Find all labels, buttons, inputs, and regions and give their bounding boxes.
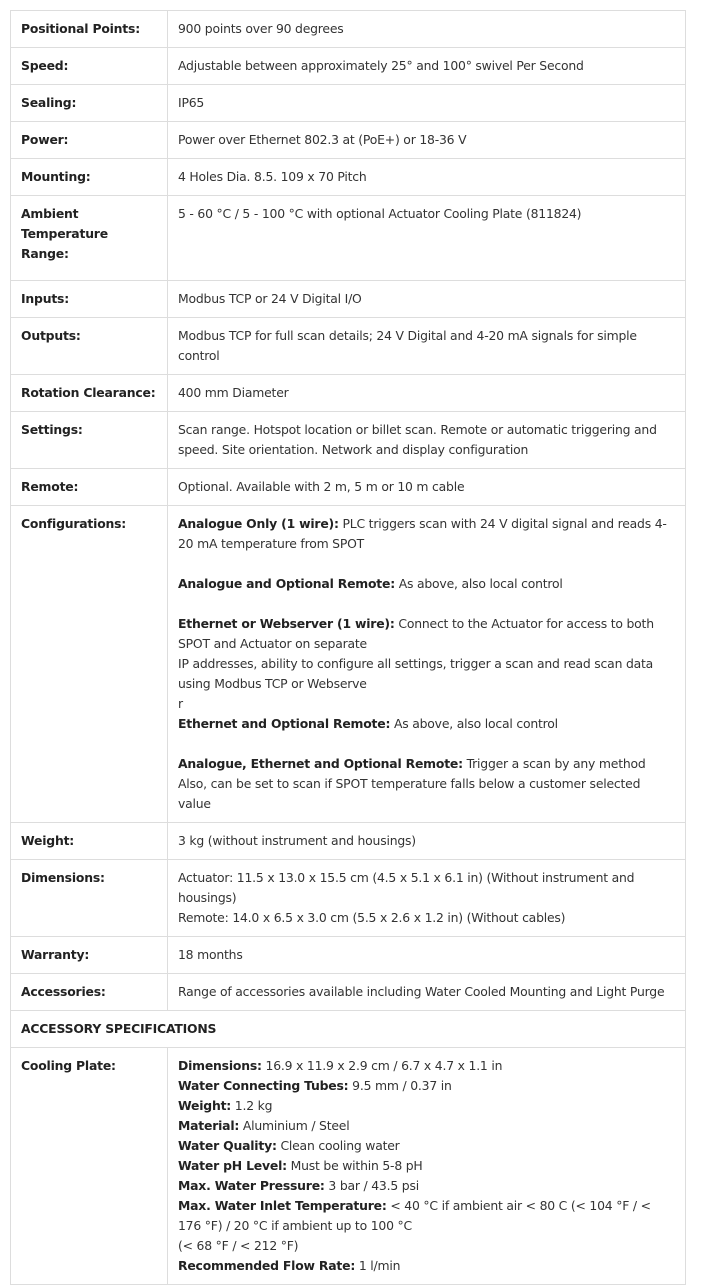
table-row: [11, 375, 686, 412]
accessory-value-extra: (< 68 °F / < 212 °F): [178, 1238, 299, 1253]
accessory-item: [178, 1156, 675, 1176]
accessory-key: Weight:: [178, 1098, 232, 1113]
table-row: [11, 860, 686, 937]
spec-label: Positional Points:: [11, 11, 168, 48]
spec-label: Sealing:: [11, 85, 168, 122]
table-row: [11, 823, 686, 860]
specifications-table: [10, 10, 686, 1285]
accessory-key: Max. Water Pressure:: [178, 1178, 325, 1193]
table-row: [11, 974, 686, 1011]
table-row: [11, 412, 686, 469]
accessory-item: [178, 1116, 675, 1136]
config-text: Connect to the Actuator for access to both SPOT and Actuator on separate: [178, 616, 654, 651]
table-row: [11, 85, 686, 122]
config-text: r: [178, 696, 183, 711]
config-title: Analogue and Optional Remote:: [178, 576, 395, 591]
accessory-value: < 40 °C if ambient air < 80 C (< 104 °F / < 176 °F) / 20 °C if ambient up to 100 °C: [178, 1198, 651, 1233]
accessory-key: Water Connecting Tubes:: [178, 1078, 349, 1093]
table-row: [11, 281, 686, 318]
accessory-value: 1 l/min: [355, 1258, 401, 1273]
config-item: [178, 614, 675, 714]
accessory-key: Water pH Level:: [178, 1158, 287, 1173]
table-row: [11, 469, 686, 506]
spec-value: Modbus TCP for full scan details; 24 V Digital and 4-20 mA signals for simple control: [168, 318, 686, 375]
accessory-item: [178, 1056, 675, 1076]
config-item: [178, 574, 675, 594]
config-item: [178, 754, 675, 814]
accessory-key: Water Quality:: [178, 1138, 277, 1153]
config-text: Trigger a scan by any method: [462, 756, 646, 771]
spec-value: Optional. Available with 2 m, 5 m or 10 m cable: [168, 469, 686, 506]
config-text: As above, also local control: [390, 716, 558, 731]
accessory-value: 9.5 mm / 0.37 in: [348, 1078, 452, 1093]
config-title: Ethernet or Webserver (1 wire):: [178, 616, 395, 631]
spec-label: Warranty:: [11, 937, 168, 974]
spec-value: [168, 860, 686, 937]
spec-value: 900 points over 90 degrees: [168, 11, 686, 48]
accessory-value: Must be within 5-8 pH: [286, 1158, 423, 1173]
table-row: [11, 122, 686, 159]
config-text: PLC triggers scan with 24 V digital signal and reads 4-20 mA temperature from SPOT: [178, 516, 667, 551]
accessory-item: [178, 1136, 675, 1156]
config-item: [178, 714, 675, 734]
accessory-item: [178, 1096, 675, 1116]
spec-label: Speed:: [11, 48, 168, 85]
spec-label: Outputs:: [11, 318, 168, 375]
config-item: [178, 514, 675, 554]
spec-value: Power over Ethernet 802.3 at (PoE+) or 18-36 V: [168, 122, 686, 159]
accessory-key: Max. Water Inlet Temperature:: [178, 1198, 387, 1213]
spec-label: Inputs:: [11, 281, 168, 318]
table-row-cooling-plate: [11, 1048, 686, 1285]
table-row-configurations: [11, 506, 686, 823]
accessory-item: [178, 1176, 675, 1196]
spec-label: Rotation Clearance:: [11, 375, 168, 412]
table-row: [11, 196, 686, 281]
accessory-key: Dimensions:: [178, 1058, 262, 1073]
config-title: Ethernet and Optional Remote:: [178, 716, 391, 731]
spec-label: Cooling Plate:: [11, 1048, 168, 1285]
spec-label: Weight:: [11, 823, 168, 860]
spec-value: Modbus TCP or 24 V Digital I/O: [168, 281, 686, 318]
table-row: [11, 318, 686, 375]
spec-value: 5 - 60 °C / 5 - 100 °C with optional Actuator Cooling Plate (811824): [168, 196, 686, 281]
config-text: IP addresses, ability to configure all settings, trigger a scan and read scan data using Modbus TCP or Webserve: [178, 656, 654, 691]
accessory-value: 3 bar / 43.5 psi: [324, 1178, 419, 1193]
config-text: Also, can be set to scan if SPOT temperature falls below a customer selected value: [178, 776, 641, 811]
spec-value: Range of accessories available including Water Cooled Mounting and Light Purge: [168, 974, 686, 1011]
spec-label: Settings:: [11, 412, 168, 469]
section-heading-row: [11, 1011, 686, 1048]
table-row: [11, 937, 686, 974]
accessory-item: [178, 1256, 675, 1276]
spec-label: Configurations:: [11, 506, 168, 823]
config-text: As above, also local control: [394, 576, 563, 591]
accessory-value: 1.2 kg: [231, 1098, 273, 1113]
table-row: [11, 11, 686, 48]
spec-label: Dimensions:: [11, 860, 168, 937]
spec-label: Remote:: [11, 469, 168, 506]
accessory-key: Recommended Flow Rate:: [178, 1258, 356, 1273]
table-row: [11, 48, 686, 85]
spec-label: Power:: [11, 122, 168, 159]
spec-label: Accessories:: [11, 974, 168, 1011]
spec-value: 4 Holes Dia. 8.5. 109 x 70 Pitch: [168, 159, 686, 196]
accessory-value: Clean cooling water: [276, 1138, 400, 1153]
spec-value: Scan range. Hotspot location or billet scan. Remote or automatic triggering and speed. Site orientation. Network and display configuration: [168, 412, 686, 469]
accessory-key: Material:: [178, 1118, 240, 1133]
accessory-item: [178, 1076, 675, 1096]
accessory-item: [178, 1196, 675, 1256]
table-row: [11, 159, 686, 196]
spec-label: Ambient Temperature Range:: [11, 196, 168, 281]
cooling-plate-value: [168, 1048, 686, 1285]
dimension-line: Actuator: 11.5 x 13.0 x 15.5 cm (4.5 x 5.1 x 6.1 in) (Without instrument and housings): [178, 870, 635, 905]
accessory-value: Aluminium / Steel: [239, 1118, 350, 1133]
configurations-value: [168, 506, 686, 823]
config-title: Analogue Only (1 wire):: [178, 516, 339, 531]
spec-value: IP65: [168, 85, 686, 122]
spec-value: Adjustable between approximately 25° and 100° swivel Per Second: [168, 48, 686, 85]
config-title: Analogue, Ethernet and Optional Remote:: [178, 756, 463, 771]
accessory-value: 16.9 x 11.9 x 2.9 cm / 6.7 x 4.7 x 1.1 in: [261, 1058, 503, 1073]
section-heading: ACCESSORY SPECIFICATIONS: [11, 1011, 686, 1048]
dimension-line: Remote: 14.0 x 6.5 x 3.0 cm (5.5 x 2.6 x 1.2 in) (Without cables): [178, 910, 566, 925]
spec-value: 3 kg (without instrument and housings): [168, 823, 686, 860]
spec-value: 400 mm Diameter: [168, 375, 686, 412]
spec-value: 18 months: [168, 937, 686, 974]
spec-label: Mounting:: [11, 159, 168, 196]
